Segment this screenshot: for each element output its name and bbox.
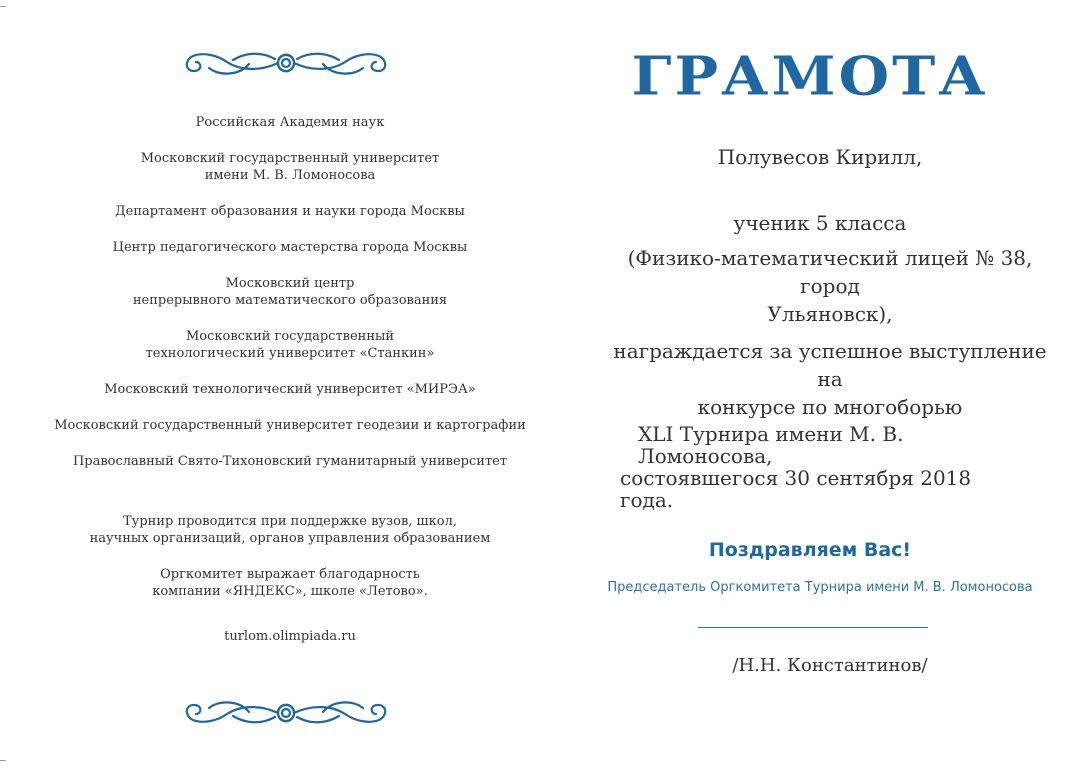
organization-item <box>40 417 540 434</box>
organization-item-line: Московский центр <box>225 276 355 291</box>
organization-item-line: Центр педагогического мастерства города Москвы <box>112 240 468 255</box>
award-text <box>600 337 1060 421</box>
ornament-flourish-icon <box>179 42 393 84</box>
note-item-line: Турнир проводится при поддержке вузов, школ, <box>123 514 457 529</box>
organization-item-line: непрерывного математического образования <box>132 293 448 308</box>
organization-item-line: Российская Академия наук <box>195 115 385 130</box>
award-line-2: конкурсе по многоборью <box>697 395 963 419</box>
note-item <box>40 566 540 600</box>
organization-item <box>40 453 540 470</box>
organization-item-line: имени М. В. Ломоносова <box>204 168 376 183</box>
note-item-line: научных организаций, органов управления образованием <box>89 531 491 546</box>
notes-list <box>40 513 540 619</box>
note-item-line: компании «ЯНДЕКС», школе «Летово». <box>152 584 428 599</box>
website-link[interactable]: turlom.olimpiada.ru <box>224 629 356 644</box>
school-line-1: (Физико-математический лицей № 38, город <box>627 246 1033 298</box>
organization-item-line: Департамент образования и науки города Москвы <box>115 204 465 219</box>
signer-name: /Н.Н. Константинов/ <box>732 655 928 676</box>
congratulations-heading: Поздравляем Вас! <box>708 539 912 561</box>
tournament-line-2: состоявшегося 30 сентября 2018 года. <box>620 466 972 512</box>
organization-item <box>40 381 540 398</box>
organization-item <box>40 239 540 256</box>
organization-item <box>40 203 540 220</box>
organization-item-line: Московский государственный университет геодезии и картографии <box>54 418 526 433</box>
organization-item <box>40 114 540 131</box>
crop-mark-bottom <box>0 760 6 761</box>
note-item-line: Оргкомитет выражает благодарность <box>160 567 420 582</box>
organizers-column <box>40 0 540 769</box>
recipient-grade: ученик 5 класса <box>733 211 907 235</box>
crop-mark-top <box>0 6 6 7</box>
organization-item-line: Московский государственный <box>185 329 395 344</box>
organization-item-line: Московский государственный университет <box>140 151 440 166</box>
organization-item <box>40 275 540 309</box>
award-column <box>580 0 1060 769</box>
document-title: ГРАМОТА <box>631 44 989 108</box>
signature-line <box>698 627 928 628</box>
organization-item <box>40 150 540 184</box>
note-item <box>40 513 540 547</box>
organization-item-line: технологический университет «Станкин» <box>145 346 435 361</box>
organizations-list <box>40 114 540 489</box>
organization-item-line: Московский технологический университет «МИРЭА» <box>104 382 476 397</box>
organization-item <box>40 328 540 362</box>
recipient-school <box>600 244 1060 328</box>
award-line-1: награждается за успешное выступление на <box>613 339 1047 391</box>
school-line-2: Ульяновск), <box>767 302 893 326</box>
tournament-text <box>620 423 1020 511</box>
organization-item-line: Православный Свято-Тихоновский гуманитарный университет <box>72 454 508 469</box>
tournament-line-1: XLI Турнира имени М. В. Ломоносова, <box>638 422 904 468</box>
chairman-title: Председатель Оргкомитета Турнира имени М. В. Ломоносова <box>607 580 1033 595</box>
recipient-name: Полувесов Кирилл, <box>717 145 923 169</box>
ornament-flourish-icon <box>179 692 393 734</box>
